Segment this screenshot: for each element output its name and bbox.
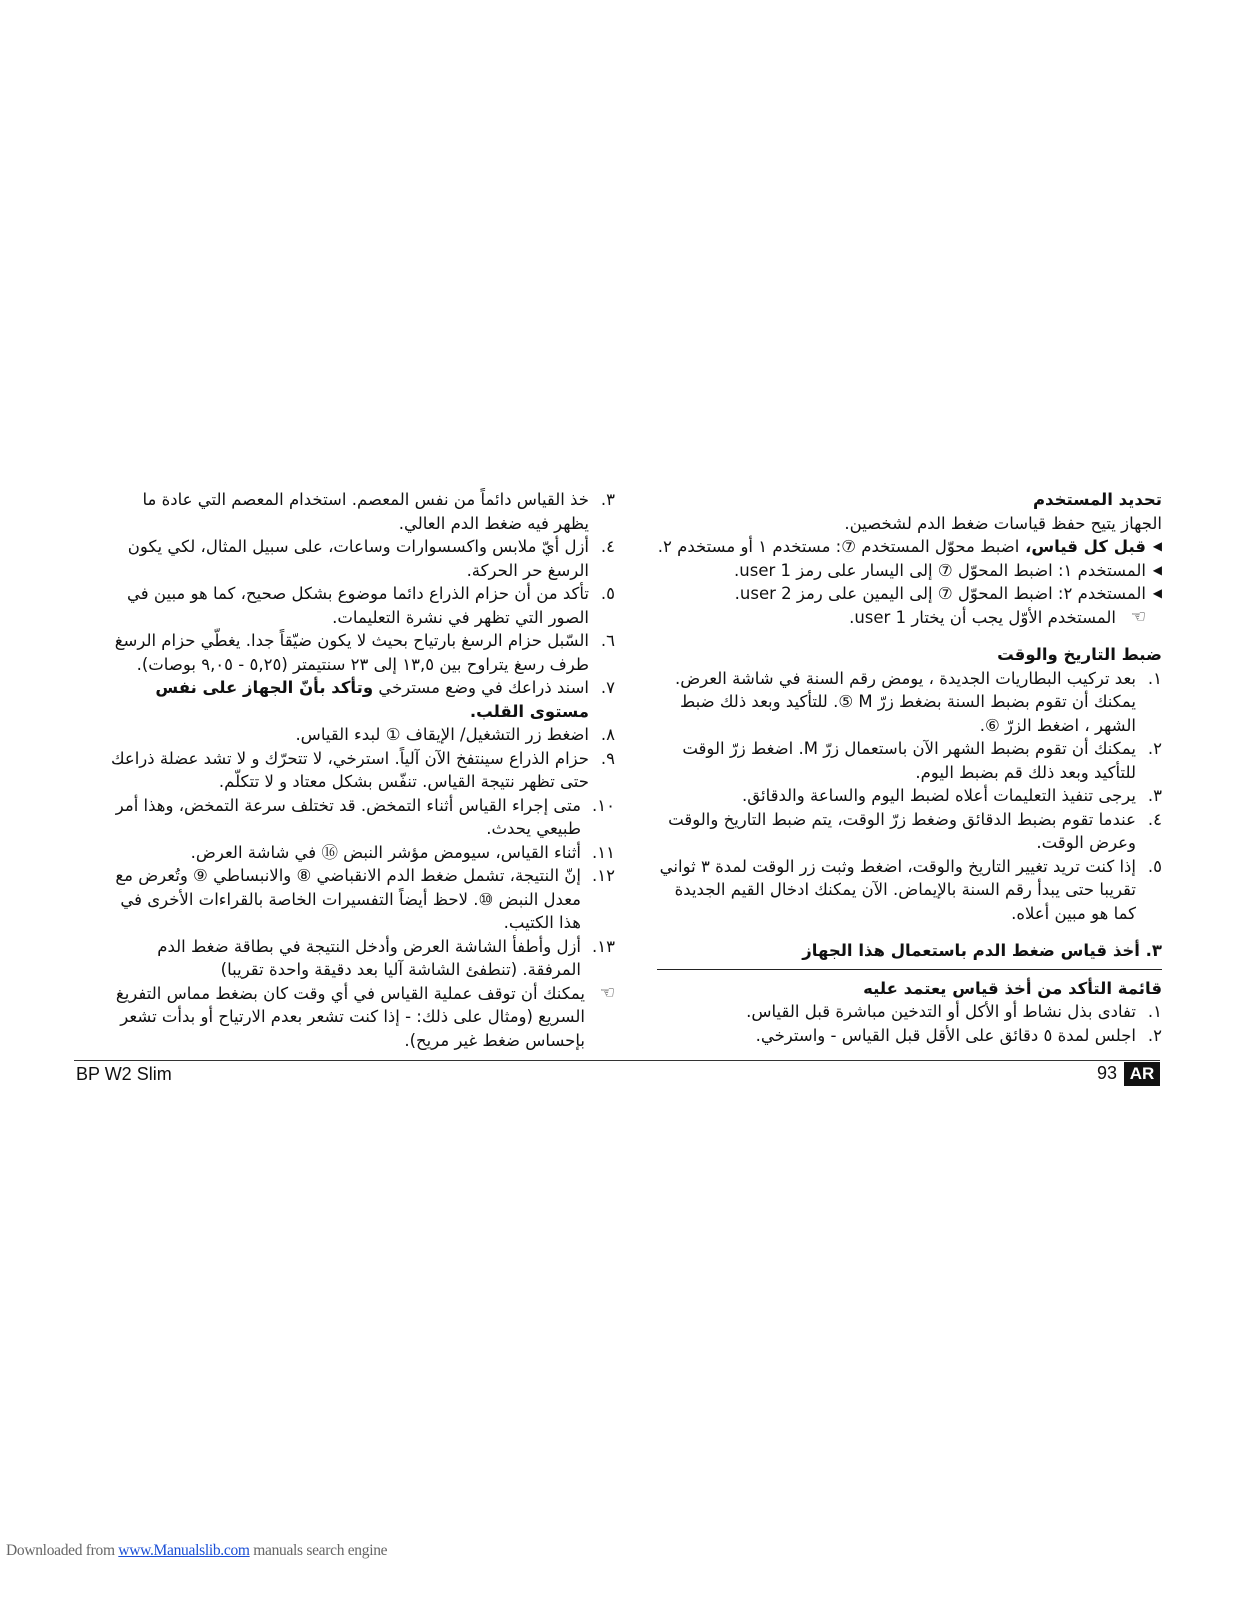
list-text: عندما تقوم بضبط الدقائق وضغط زرّ الوقت، يتم ضبط التاريخ والوقت وعرض الوقت. <box>668 809 1136 852</box>
list-text: أثناء القياس، سيومض مؤشر النبض ⑯ في شاشة العرض. <box>190 842 581 862</box>
list-text: السّبل حزام الرسغ بارتياح بحيث لا يكون ضيّقاً جدا. يغطّي حزام الرسغ طرف رسغ يتراوح بين ١٣,٥ إلى ٢٣ سنتيمتر (٥,٢٥ - ٩,٠٥ بوصات). <box>114 631 589 674</box>
user-bullet <box>657 559 1162 583</box>
list-text: تأكد من أن حزام الذراع دائما موضوع بشكل صحيح، كما هو مبين في الصور التي تظهر في نشرة التعليمات. <box>127 584 589 627</box>
arrow-left-icon: ◀ <box>1152 539 1162 553</box>
list-number: ٧. <box>600 678 615 697</box>
left-column <box>110 488 615 1052</box>
list-text: اسند ذراعك في وضع مسترخي <box>373 678 589 697</box>
list-text: إذا كنت تريد تغيير التاريخ والوقت، اضغط وثبت زر الوقت لمدة ٣ ثواني تقريبا حتى يبدأ رقم السنة بالإيماض. الآن يمكنك ادخال القيم الجديدة كما هو مبين أعلاه. <box>659 856 1136 923</box>
right-column <box>657 488 1162 1047</box>
list-number: ١٢. <box>592 866 615 885</box>
list-item <box>110 841 615 865</box>
list-item <box>110 535 615 582</box>
user-bullet-bold: قبل كل قياس، <box>1019 537 1146 556</box>
list-number: ٦. <box>600 631 615 650</box>
list-item <box>657 667 1162 738</box>
list-text: اجلس لمدة ٥ دقائق على الأقل قبل القياس - واسترخي. <box>755 1025 1136 1045</box>
list-number: ٨. <box>600 725 615 744</box>
list-item <box>110 747 615 794</box>
footer-model: BP W2 Slim <box>76 1064 172 1084</box>
download-suffix: manuals search engine <box>249 1542 388 1559</box>
list-number: ٥. <box>600 584 615 603</box>
list-number: ١. <box>1147 1002 1162 1021</box>
list-item <box>110 723 615 747</box>
list-number: ١٣. <box>592 936 615 956</box>
footer-divider <box>74 1060 1160 1061</box>
list-item <box>110 488 615 535</box>
download-notice <box>6 1542 387 1560</box>
list-text: يمكنك أن تقوم بضبط الشهر الآن باستعمال زرّ M. اضغط زرّ الوقت للتأكيد وبعد ذلك قم بضبط اليوم. <box>682 739 1136 782</box>
language-badge: AR <box>1124 1062 1160 1086</box>
list-item <box>110 582 615 629</box>
list-text: تفادى بذل نشاط أو الأكل أو التدخين مباشرة قبل القياس. <box>746 1002 1136 1021</box>
list-item <box>110 629 615 676</box>
list-text: اضغط زر التشغيل/ الإيقاف ① لبدء القياس. <box>295 725 589 744</box>
user-bullet <box>657 582 1162 606</box>
list-text: يرجى تنفيذ التعليمات أعلاه لضبط اليوم والساعة والدقائق. <box>741 786 1136 805</box>
list-number: ٤. <box>1147 809 1162 829</box>
arrow-left-icon: ◀ <box>1152 586 1162 600</box>
section-heading-measure: ٣. أخذ قياس ضغط الدم باستعمال هذا الجهاز <box>657 939 1162 970</box>
arrow-left-icon: ◀ <box>1152 562 1162 577</box>
list-number: ٤. <box>600 537 615 556</box>
list-text: حزام الذراع سينتفخ الآن آلياً. استرخي، لا تتحرّك و لا تشد عضلة ذراعك حتى تظهر نتيجة القياس. تنفّس بشكل معتاد و لا تتكلّم. <box>110 748 589 791</box>
list-item <box>657 1024 1162 1048</box>
page-number: 93 <box>1097 1063 1118 1083</box>
user-bullet <box>657 535 1162 559</box>
download-prefix: Downloaded from <box>6 1542 119 1559</box>
section-heading-datetime: ضبط التاريخ والوقت <box>997 645 1162 664</box>
user-note-text: المستخدم الأوّل يجب أن يختار user 1. <box>849 607 1116 627</box>
list-text: إنّ النتيجة، تشمل ضغط الدم الانقباضي ⑧ والانبساطي ⑨ وتُعرض مع معدل النبض ⑩. لاحظ أيضاً التفسيرات الخاصة بالقراءات الأخرى في هذا الكتيب. <box>115 866 581 932</box>
list-number: ١. <box>1147 668 1162 688</box>
list-item <box>110 676 615 723</box>
cancel-note-text: يمكنك أن توقف عملية القياس في أي وقت كان بضغط مماس التفريغ السريع (ومثال على ذلك: - إذا كنت تشعر بعدم الارتياح أو بدأت تشعر بإحساس ضغط غير مريح). <box>115 983 585 1050</box>
list-number: ٥. <box>1147 856 1162 876</box>
list-text-bold: وتأكد بأنّ الجهاز على نفس مستوى القلب. <box>155 678 589 721</box>
list-item <box>110 935 615 982</box>
list-number: ٣. <box>1147 786 1162 805</box>
list-item <box>657 1000 1162 1024</box>
pointing-hand-icon: ☜ <box>1130 606 1146 627</box>
pointing-hand-icon: ☜ <box>599 982 615 1003</box>
user-note <box>657 606 1146 630</box>
list-text: خذ القياس دائماً من نفس المعصم. استخدام المعصم التي عادة ما يظهر فيه ضغط الدم العالي. <box>142 490 589 533</box>
list-item <box>110 864 615 935</box>
list-number: ٢. <box>1147 1025 1162 1045</box>
list-text: متى إجراء القياس أثناء التمخض. قد تختلف سرعة التمخض، وهذا أمر طبيعي يحدث. <box>115 795 581 838</box>
list-number: ٢. <box>1147 739 1162 758</box>
list-number: ١٠. <box>592 795 615 815</box>
list-item <box>657 855 1162 926</box>
list-text: أزل وأطفأ الشاشة العرض وأدخل النتيجة في بطاقة ضغط الدم المرفقة. (تنطفئ الشاشة آليا بعد دقيقة واحدة تقريبا) <box>157 936 581 979</box>
list-number: ١١. <box>592 842 615 862</box>
list-number: ٣. <box>600 490 615 509</box>
user-bullet-text: اضبط محوّل المستخدم ⑦: مستخدم ١ أو مستخدم ٢. <box>657 537 1020 556</box>
user-bullet-text: المستخدم ١: اضبط المحوّل ⑦ إلى اليسار على رمز user 1. <box>734 560 1146 580</box>
list-text: أزل أيّ ملابس واكسسوارات وساعات، على سبيل المثال، لكي يكون الرسغ حر الحركة. <box>127 537 589 580</box>
manualslib-link[interactable]: www.Manualslib.com <box>118 1542 250 1559</box>
checklist-heading: قائمة التأكد من أخذ قياس يعتمد عليه <box>863 978 1162 998</box>
cancel-note <box>110 982 615 1053</box>
list-item <box>110 794 615 841</box>
list-text: بعد تركيب البطاريات الجديدة ، يومض رقم السنة في شاشة العرض. يمكنك أن تقوم بضبط السنة بضغط زرّ M ⑤. للتأكيد وبعد ذلك ضبط الشهر ، اضغط الزرّ ⑥. <box>674 668 1136 735</box>
user-bullet-text: المستخدم ٢: اضبط المحوّل ⑦ إلى اليمين على رمز user 2. <box>734 584 1146 603</box>
list-item <box>657 808 1162 855</box>
list-number: ٩. <box>600 748 615 768</box>
user-intro: الجهاز يتيح حفظ قياسات ضغط الدم لشخصين. <box>844 513 1162 533</box>
list-item <box>657 737 1162 784</box>
list-item <box>657 784 1162 808</box>
section-heading-user: تحديد المستخدم <box>1032 490 1162 509</box>
